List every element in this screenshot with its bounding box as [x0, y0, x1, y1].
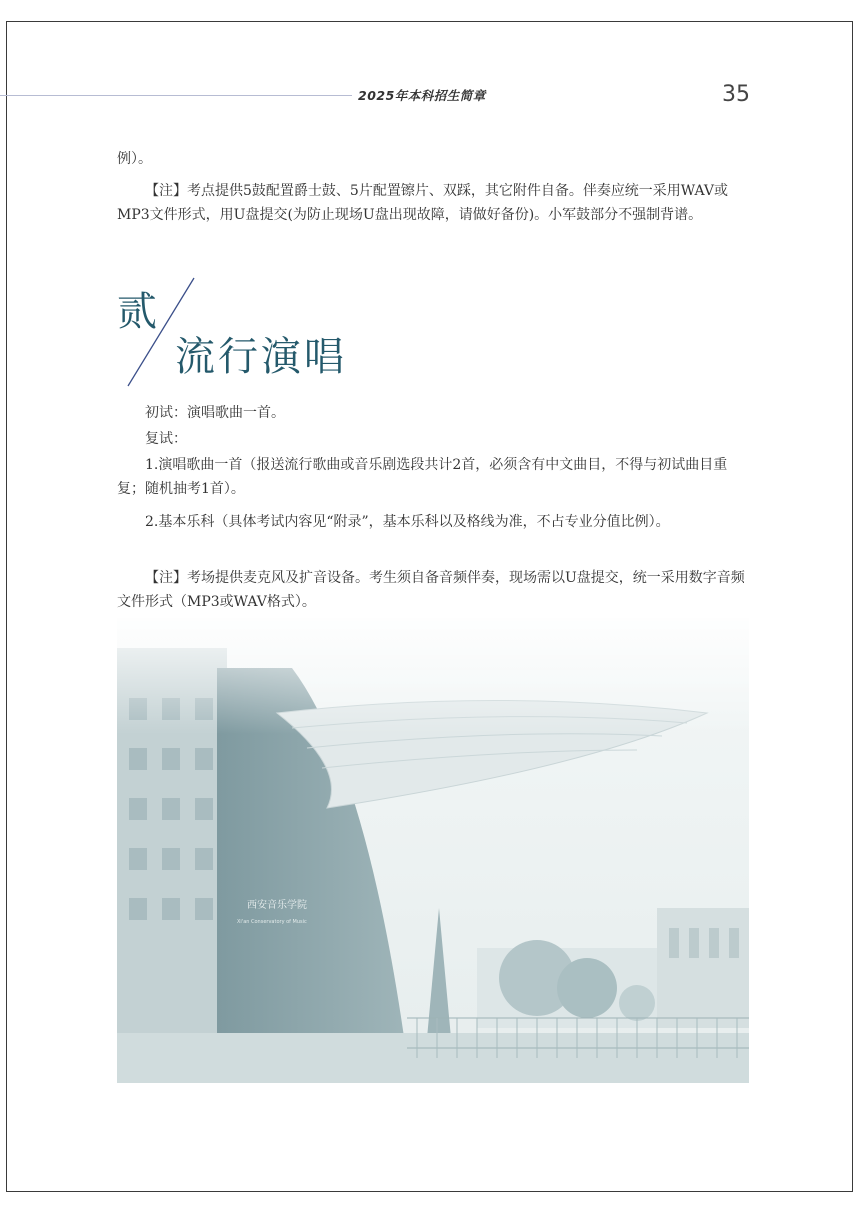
- paragraph-note-equipment: 【注】考场提供麦克风及扩音设备。考生须自备音频伴奏，现场需以U盘提交，统一采用数字音频文件形式（MP3或WAV格式）。: [117, 570, 745, 610]
- page-number: 35: [722, 82, 750, 107]
- preliminary-exam-text: 初试：演唱歌曲一首。: [145, 405, 285, 421]
- header-title: 2025年本科招生简章: [358, 88, 486, 103]
- retest-item-2: 2.基本乐科（具体考试内容见“附录”，基本乐科以及格线为准，不占专业分值比例）。: [145, 514, 670, 530]
- retest-label: 复试：: [145, 431, 187, 447]
- retest-item-1: 1.演唱歌曲一首（报送流行歌曲或音乐剧选段共计2首，必须含有中文曲目，不得与初试曲目重复；随机抽考1首）。: [117, 457, 728, 497]
- section-number: 贰: [117, 289, 158, 335]
- campus-gate-photo: [117, 618, 749, 1083]
- header-rule: [0, 95, 352, 96]
- paragraph-note-drums: 【注】考点提供5鼓配置爵士鼓、5片配置镲片、双踩，其它附件自备。伴奏应统一采用WAV或MP3文件形式，用U盘提交(为防止现场U盘出现故障，请做好备份)。小军鼓部分不强制背谱。: [117, 183, 729, 223]
- section-title: 流行演唱: [175, 334, 347, 380]
- paragraph-continuation: 例）。: [117, 151, 152, 167]
